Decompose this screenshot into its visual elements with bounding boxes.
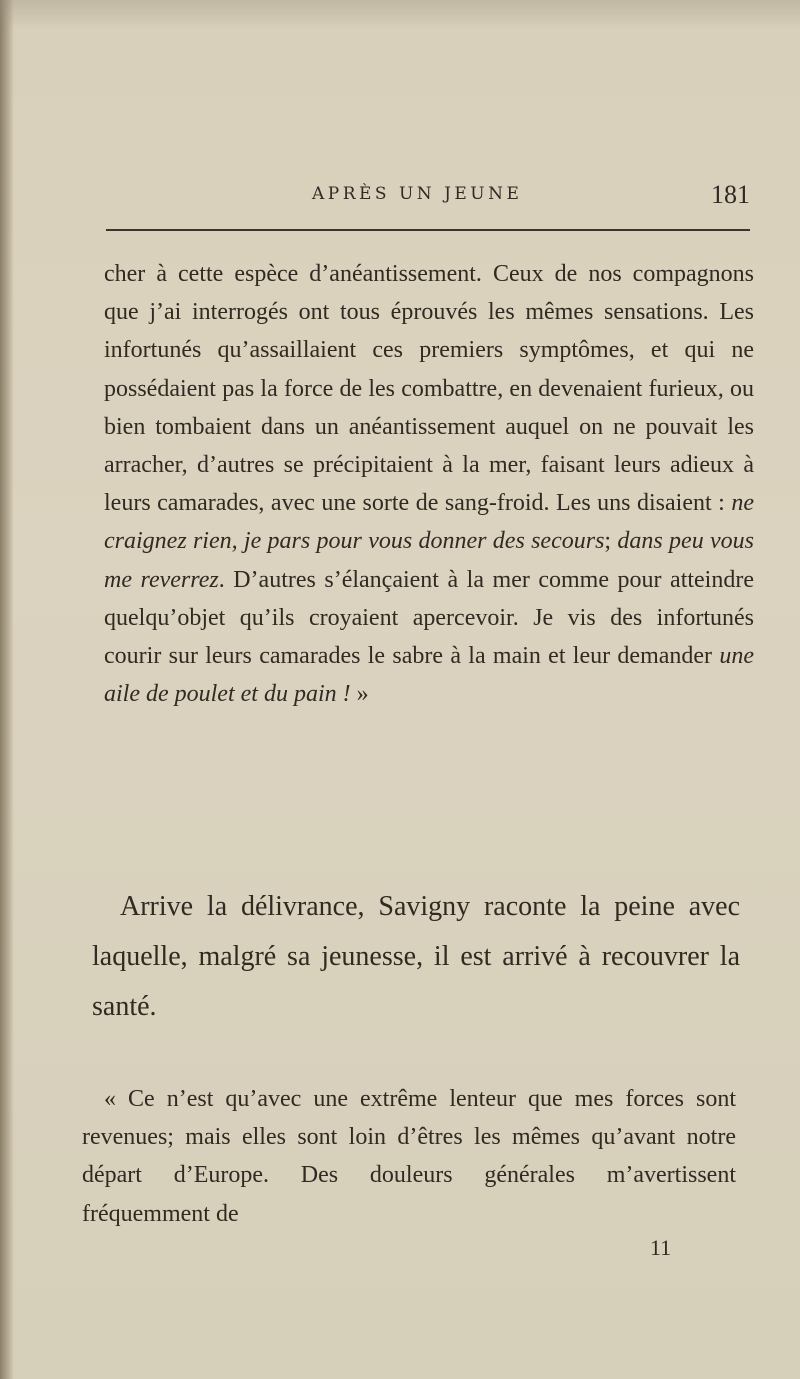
paragraph1-text-b: ; bbox=[604, 528, 618, 555]
page-gutter-shadow bbox=[0, 0, 14, 1379]
quotation-paragraph bbox=[82, 1080, 736, 1233]
narration-paragraph bbox=[92, 882, 740, 1032]
paragraph1-text-c: . D’autres s’élançaient à la mer comme pour atteindre quelqu’objet qu’ils croyaient apercevoir. Je vis des infortunés courir sur leurs camarades le sabre à la main et leur demander bbox=[104, 566, 754, 670]
paragraph-continued bbox=[104, 255, 754, 713]
header-rule bbox=[106, 229, 750, 231]
paragraph1-closing-quote: » bbox=[350, 681, 369, 708]
paragraph2-text: Arrive la délivrance, Savigny raconte la peine avec laquelle, malgré sa jeunesse, il est arrivé à recouvrer la santé. bbox=[92, 891, 740, 1022]
page-header bbox=[106, 180, 750, 210]
paragraph1-italic-quote-3: une aile de poulet et du pain ! bbox=[104, 643, 754, 708]
paragraph1-text-a: cher à cette espèce d’anéantissement. Ceux de nos compagnons que j’ai interrogés ont tous éprouvés les mêmes sensations. Les infortunés qu’assaillaient ces premiers symptômes, et qui ne possédaient pas la force de les combattre, en devenaient furieux, ou bien tombaient dans un anéantissement auquel on ne pouvait les arracher, d’autres se précipitaient à la mer, faisant leurs adieux à leurs camarades, avec une sorte de sang-froid. Les uns disaient : bbox=[104, 261, 754, 517]
paragraph1-italic-quote-2: dans peu vous me reverrez bbox=[104, 528, 755, 593]
page-number: 181 bbox=[711, 180, 750, 209]
signature-mark: 11 bbox=[650, 1235, 672, 1260]
running-head: APRÈS UN JEUNE bbox=[312, 184, 523, 204]
paragraph1-italic-quote-1: ne craignez rien, je pars pour vous donner des secours bbox=[104, 490, 754, 555]
paragraph3-text: « Ce n’est qu’avec une extrême lenteur que mes forces sont revenues; mais elles sont loin d’êtres les mêmes qu’avant notre départ d’Europe. Des douleurs générales m’avertissent fréquemment de bbox=[82, 1086, 736, 1227]
top-edge-shadow bbox=[0, 0, 800, 30]
